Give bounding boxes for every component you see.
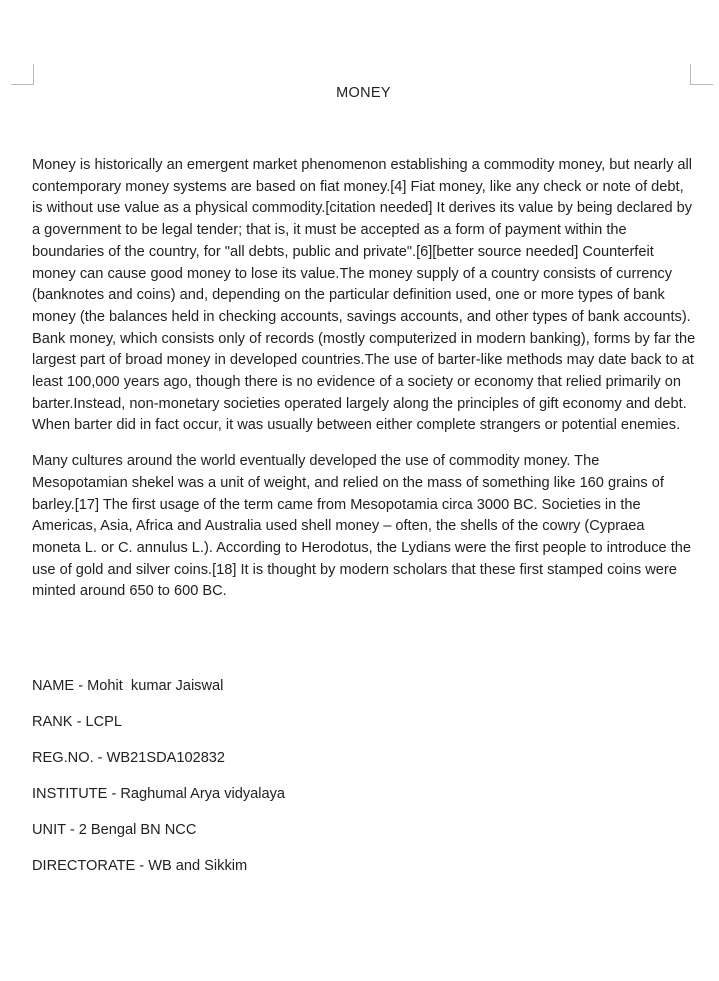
page-margin-corner-top-right bbox=[690, 64, 713, 85]
author-info-list bbox=[32, 676, 696, 892]
page-margin-corner-top-left bbox=[11, 64, 34, 85]
info-name: NAME - Mohit kumar Jaiswal bbox=[32, 678, 224, 694]
info-institute: INSTITUTE - Raghumal Arya vidyalaya bbox=[32, 786, 286, 802]
info-rank: RANK - LCPL bbox=[32, 714, 123, 730]
info-reg-no: REG.NO. - WB21SDA102832 bbox=[32, 750, 226, 766]
paragraph-commodity-money: Many cultures around the world eventually developed the use of commodity money. The Mesopotamian shekel was a unit of weight, and relied on the mass of something like 160 grains of barley.[17] The first usage of the term came from Mesopotamia circa 3000 BC. Societies in the Americas, Asia, Africa and Australia used shell money – often, the shells of the cowry (Cypraea moneta L. or C. annulus L.). According to Herodotus, the Lydians were the first people to introduce the use of gold and silver coins.[18] It is thought by modern scholars that these first stamped coins were minted around 650 to 600 BC. bbox=[32, 453, 691, 600]
document-title: MONEY bbox=[336, 85, 391, 101]
document-body bbox=[32, 155, 696, 617]
info-unit: UNIT - 2 Bengal BN NCC bbox=[32, 822, 197, 838]
paragraph-money-history: Money is historically an emergent market phenomenon establishing a commodity money, but nearly all contemporary money systems are based on fiat money.[4] Fiat money, like any check or note of debt, is without use value as a physical commodity.[citation needed] It derives its value by being declared by a government to be legal tender; that is, it must be accepted as a form of payment within the boundaries of the country, for "all debts, public and private".[6][better source needed] Counterfeit money can cause good money to lose its value.The money supply of a country consists of currency (banknotes and coins) and, depending on the particular definition used, one or more types of bank money (the balances held in checking accounts, savings accounts, and other types of bank accounts). Bank money, which consists only of records (mostly computerized in modern banking), forms by far the largest part of broad money in developed countries.The use of barter-like methods may date back to at least 100,000 years ago, though there is no evidence of a society or economy that relied primarily on barter.Instead, non-monetary societies operated largely along the principles of gift economy and debt. When barter did in fact occur, it was usually between either complete strangers or potential enemies. bbox=[32, 157, 696, 434]
info-directorate: DIRECTORATE - WB and Sikkim bbox=[32, 858, 248, 874]
